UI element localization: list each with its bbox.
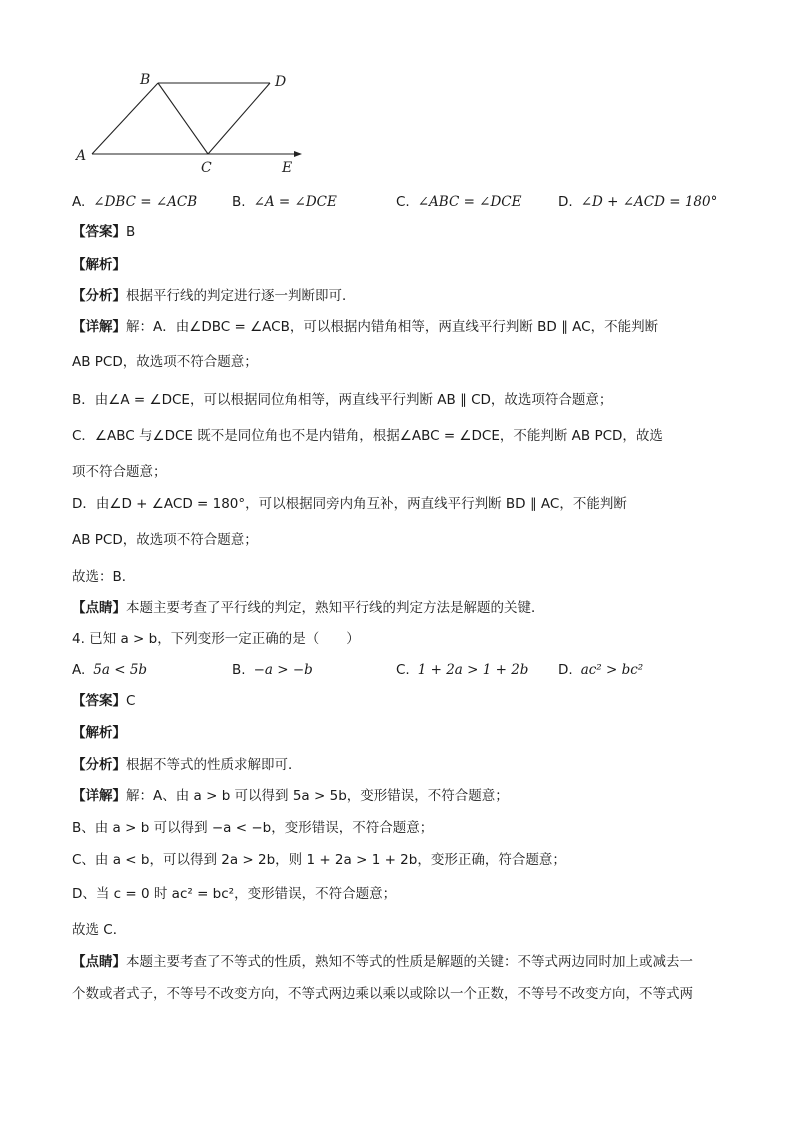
analysis-text: 根据不等式的性质求解即可． bbox=[126, 757, 302, 773]
q4-option-d bbox=[558, 660, 643, 680]
arrow-e bbox=[294, 151, 302, 157]
detail-text: 解：A．由∠DBC = ∠ACB，可以根据内错角相等，两直线平行判断 BD ∥ AC，不能判断 bbox=[126, 319, 659, 335]
q4-comment-line-2: 个数或者式子，不等号不改变方向，不等式两边乘以乘以或除以一个正数，不等号不改变方向，不等式两 bbox=[72, 986, 693, 1002]
detail-tag: 【详解】 bbox=[72, 788, 126, 804]
q3-option-d bbox=[558, 192, 717, 212]
q4-detail-line-1 bbox=[72, 786, 509, 806]
q4-analysis bbox=[72, 755, 302, 775]
q3-analysis bbox=[72, 286, 356, 306]
q4-jiexi-tag: 【解析】 bbox=[72, 725, 126, 741]
q3-choice: 故选：B． bbox=[72, 569, 136, 585]
q4-option-a bbox=[72, 660, 147, 680]
q4-answer bbox=[72, 691, 135, 711]
option-text: ac² > bc² bbox=[580, 662, 644, 678]
label-d: D bbox=[275, 74, 287, 90]
q3-option-c bbox=[396, 192, 522, 212]
q4-option-b bbox=[232, 660, 313, 680]
q3-detail-line-7: AB PCD，故选项不符合题意； bbox=[72, 532, 258, 548]
q3-option-a bbox=[72, 192, 197, 212]
segment-ab bbox=[92, 83, 158, 154]
option-text: 1 + 2a > 1 + 2b bbox=[417, 662, 529, 678]
answer-value: B bbox=[126, 224, 136, 240]
q4-stem: 4. 已知 a > b，下列变形一定正确的是（ ） bbox=[72, 631, 360, 647]
option-text: ∠DBC = ∠ACB bbox=[93, 194, 198, 210]
q4-detail-line-4: D、当 c = 0 时 ac² = bc²，变形错误，不符合题意； bbox=[72, 886, 397, 902]
option-text: ∠A = ∠DCE bbox=[253, 194, 337, 210]
q3-answer bbox=[72, 222, 135, 242]
segment-dc bbox=[208, 83, 270, 154]
label-c: C bbox=[201, 160, 212, 176]
answer-tag: 【答案】 bbox=[72, 693, 126, 709]
option-label: D. bbox=[558, 662, 573, 678]
option-label: A. bbox=[72, 662, 86, 678]
label-e: E bbox=[282, 160, 293, 176]
detail-text: 解：A、由 a > b 可以得到 5a > 5b，变形错误，不符合题意； bbox=[126, 788, 509, 804]
q3-option-b bbox=[232, 192, 337, 212]
answer-tag: 【答案】 bbox=[72, 224, 126, 240]
option-label: C. bbox=[396, 662, 410, 678]
q3-detail-line-5: 项不符合题意； bbox=[72, 464, 167, 480]
comment-text: 本题主要考查了平行线的判定，熟知平行线的判定方法是解题的关键． bbox=[126, 600, 545, 616]
q4-option-c bbox=[396, 660, 528, 680]
label-b: B bbox=[140, 72, 151, 88]
analysis-text: 根据平行线的判定进行逐一判断即可． bbox=[126, 288, 356, 304]
option-text: 5a < 5b bbox=[93, 662, 148, 678]
comment-tag: 【点睛】 bbox=[72, 954, 126, 970]
q4-comment-line-1 bbox=[72, 952, 693, 972]
detail-tag: 【详解】 bbox=[72, 319, 126, 335]
geometry-figure bbox=[70, 68, 320, 178]
analysis-tag: 【分析】 bbox=[72, 288, 126, 304]
answer-value: C bbox=[126, 693, 136, 709]
option-text: ∠D + ∠ACD = 180° bbox=[580, 194, 718, 210]
comment-tag: 【点睛】 bbox=[72, 600, 126, 616]
option-label: A. bbox=[72, 194, 86, 210]
option-label: B. bbox=[232, 194, 246, 210]
q3-detail-line-6: D．由∠D + ∠ACD = 180°，可以根据同旁内角互补，两直线平行判断 BD ∥ AC，不能判断 bbox=[72, 496, 627, 512]
option-label: C. bbox=[396, 194, 410, 210]
label-a: A bbox=[76, 148, 87, 164]
q3-detail-line-2: AB PCD，故选项不符合题意； bbox=[72, 354, 258, 370]
q3-detail-line-1 bbox=[72, 317, 658, 337]
comment-text: 本题主要考查了不等式的性质，熟知不等式的性质是解题的关键：不等式两边同时加上或减去一 bbox=[126, 954, 693, 970]
segment-bc bbox=[158, 83, 208, 154]
q3-comment bbox=[72, 598, 545, 618]
option-text: −a > −b bbox=[253, 662, 313, 678]
q3-detail-line-3: B．由∠A = ∠DCE，可以根据同位角相等，两直线平行判断 AB ∥ CD，故选项符合题意； bbox=[72, 392, 613, 408]
option-label: D. bbox=[558, 194, 573, 210]
option-label: B. bbox=[232, 662, 246, 678]
q3-detail-line-4: C．∠ABC 与∠DCE 既不是同位角也不是内错角，根据∠ABC = ∠DCE，不能判断 AB PCD，故选 bbox=[72, 428, 663, 444]
q3-jiexi-tag: 【解析】 bbox=[72, 257, 126, 273]
analysis-tag: 【分析】 bbox=[72, 757, 126, 773]
q4-choice: 故选 C． bbox=[72, 922, 127, 938]
q4-detail-line-3: C、由 a < b，可以得到 2a > 2b，则 1 + 2a > 1 + 2b，变形正确，符合题意； bbox=[72, 852, 566, 868]
option-text: ∠ABC = ∠DCE bbox=[417, 194, 522, 210]
q4-detail-line-2: B、由 a > b 可以得到 −a < −b，变形错误，不符合题意； bbox=[72, 820, 434, 836]
